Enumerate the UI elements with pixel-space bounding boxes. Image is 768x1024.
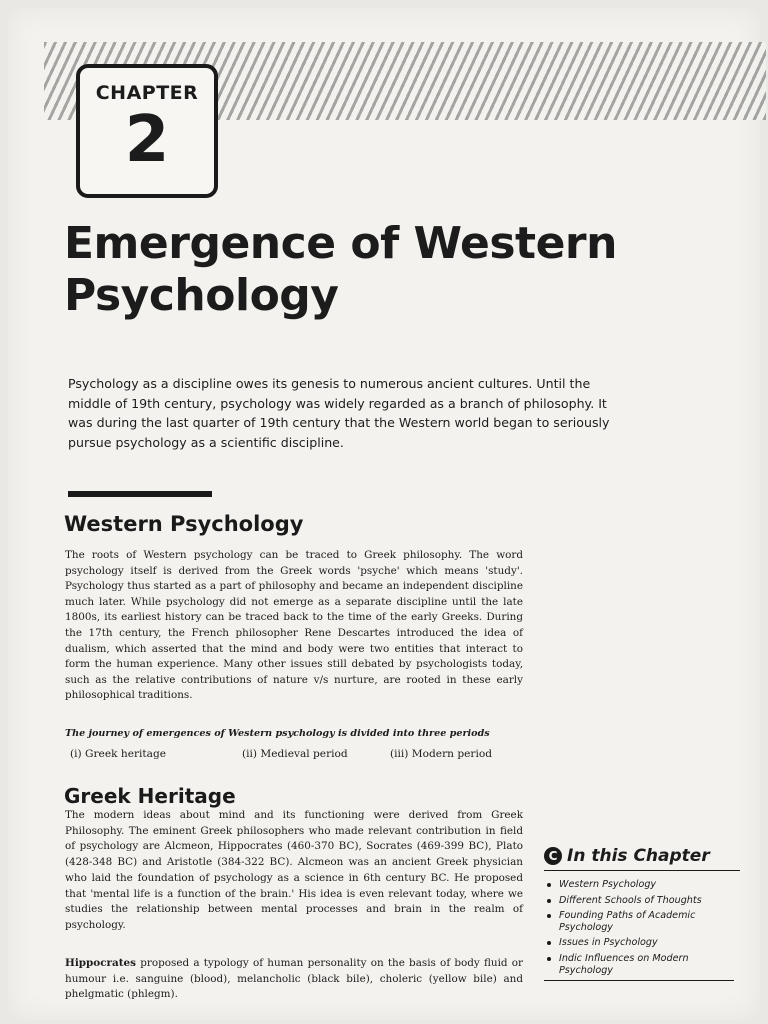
chapter-contents-list — [544, 879, 740, 976]
western-psychology-paragraph: The roots of Western psychology can be traced to Greek philosophy. The word psychology itself is derived from the Greek words 'psyche' which means 'study'. Psychology thus started as a part of philosophy and became an independent discipline much later. While psychology did not emerge as a separate discipline until the late 1800s, its earliest history can be traced back to the time of the early Greeks. During the 17th century, the French philosopher Rene Descartes introduced the idea of dualism, which asserted that the mind and body were two entities that interact to form the human experience. Many other issues still debated by psychologists today, such as the relative contributions of nature v/s nurture, are rooted in these early philosophical traditions. — [65, 549, 523, 702]
section-divider — [68, 491, 212, 497]
contents-item: Founding Paths of Academic Psychology — [544, 910, 740, 933]
sidebar-heading-row — [544, 846, 740, 871]
chapter-title: Emergence of Western Psychology — [64, 218, 617, 321]
sidebar-bottom-rule — [544, 980, 734, 981]
section-heading-western-psychology: Western Psychology — [64, 512, 304, 536]
period-item: (ii) Medieval period — [242, 748, 348, 760]
in-this-chapter-box — [544, 846, 740, 981]
contents-item: Different Schools of Thoughts — [544, 895, 740, 907]
hippocrates-text: proposed a typology of human personality on the basis of body fluid or humour i.e. sanguine (blood), melancholic (black bile), choleric (yellow bile) and phelgmatic (phlegm). — [65, 957, 523, 1001]
chapter-label: CHAPTER — [95, 82, 199, 104]
contents-item: Indic Influences on Modern Psychology — [544, 953, 740, 976]
chapter-number: 2 — [124, 103, 170, 177]
period-item: (iii) Modern period — [390, 748, 492, 760]
sidebar-heading: In this Chapter — [567, 846, 710, 866]
contents-item: Western Psychology — [544, 879, 740, 891]
chapter-badge — [76, 64, 218, 198]
section-heading-greek-heritage: Greek Heritage — [64, 784, 236, 808]
book-page — [8, 8, 760, 1020]
hippocrates-paragraph — [65, 956, 523, 1003]
contents-item: Issues in Psychology — [544, 937, 740, 949]
intro-paragraph: Psychology as a discipline owes its genesis to numerous ancient cultures. Until the middle of 19th century, psychology was widely regarded as a branch of philosophy. It was during the last quarter of 19th century that the Western world began to seriously pursue psychology as a scientific discipline. — [68, 376, 610, 450]
hippocrates-lead: Hippocrates — [65, 957, 137, 969]
greek-heritage-paragraph: The modern ideas about mind and its functioning were derived from Greek Philosophy. The eminent Greek philosophers who made relevant contribution in field of psychology are Alcmeon, Hippocrates (460-370 BC), Socrates (469-399 BC), Plato (428-348 BC) and Aristotle (384-322 BC). Alcmeon was an ancient Greek physician who laid the foundation of psychology as a science in 6th century BC. He proposed that 'mental life is a function of the brain.' His idea is even relevant today, where we studies the relationship between mental processes and brain in the realm of psychology. — [65, 809, 523, 931]
chapter-c-icon: C — [544, 847, 562, 865]
period-item: (i) Greek heritage — [70, 748, 167, 760]
journey-note: The journey of emergences of Western psychology is divided into three periods — [65, 728, 490, 739]
